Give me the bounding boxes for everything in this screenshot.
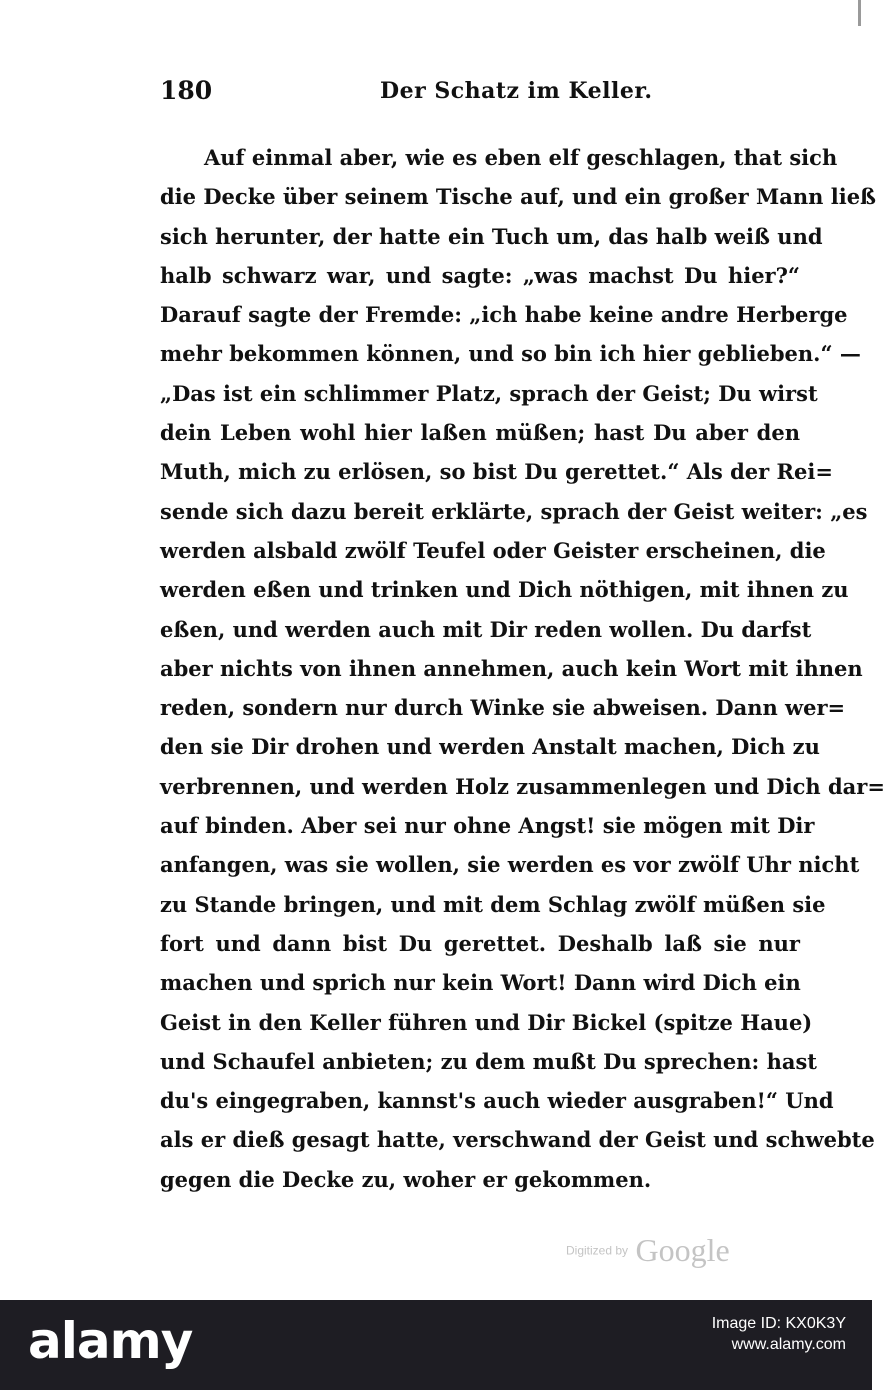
text-line: Muth, mich zu erlösen, so bist Du gerettet.“ Als der Rei=: [160, 459, 833, 485]
text-line: aber nichts von ihnen annehmen, auch kein Wort mit ihnen: [160, 655, 863, 681]
running-head: [160, 72, 800, 112]
text-line: reden, sondern nur durch Winke sie abweisen. Dann wer=: [160, 695, 846, 721]
stock-footer-bar: [0, 1300, 872, 1390]
watermark-prefix: Digitized by: [566, 1243, 629, 1258]
text-line: halb schwarz war, und sagte: „was machst Du hier?“: [160, 262, 800, 288]
text-line: als er dieß gesagt hatte, verschwand der Geist und schwebte: [160, 1127, 875, 1153]
text-line: und Schaufel anbieten; zu dem mußt Du sprechen: hast: [160, 1048, 817, 1074]
running-title: Der Schatz im Keller.: [380, 78, 653, 104]
watermark-brand: Google: [635, 1232, 730, 1268]
text-line: den sie Dir drohen und werden Anstalt machen, Dich zu: [160, 734, 820, 760]
text-line: sich herunter, der hatte ein Tuch um, das halb weiß und: [160, 223, 823, 249]
text-line: eßen, und werden auch mit Dir reden wollen. Du darfst: [160, 616, 812, 642]
text-line: Darauf sagte der Fremde: „ich habe keine andre Herberge: [160, 302, 848, 328]
body-text: [160, 138, 885, 1199]
image-id-text: Image ID: KX0K3Y: [711, 1315, 846, 1332]
text-line: dein Leben wohl hier laßen müßen; hast Du aber den: [160, 420, 800, 446]
text-line: die Decke über seinem Tische auf, und ein großer Mann ließ: [160, 184, 877, 210]
text-line: machen und sprich nur kein Wort! Dann wird Dich ein: [160, 970, 801, 996]
text-line: werden eßen und trinken und Dich nöthigen, mit ihnen zu: [160, 577, 849, 603]
text-line: verbrennen, und werden Holz zusammenlegen und Dich dar=: [160, 773, 885, 799]
page-number: 180: [160, 76, 213, 105]
text-line: du's eingegraben, kannst's auch wieder ausgraben!“ Und: [160, 1088, 834, 1114]
text-line: werden alsbald zwölf Teufel oder Geister erscheinen, die: [160, 537, 826, 563]
text-line: zu Stande bringen, und mit dem Schlag zwölf müßen sie: [160, 891, 826, 917]
digitized-by-google-watermark: [566, 1232, 730, 1272]
text-line: Geist in den Keller führen und Dir Bickel (spitze Haue): [160, 1009, 813, 1035]
text-line: Auf einmal aber, wie es eben elf geschlagen, that sich: [204, 145, 838, 170]
alamy-logo: alamy: [28, 1312, 193, 1370]
text-line: sende sich dazu bereit erklärte, sprach der Geist weiter: „es: [160, 498, 868, 524]
text-line: „Das ist ein schlimmer Platz, sprach der Geist; Du wirst: [160, 380, 818, 406]
text-line: anfangen, was sie wollen, sie werden es vor zwölf Uhr nicht: [160, 852, 860, 878]
site-url-text: www.alamy.com: [731, 1335, 846, 1353]
text-line: auf binden. Aber sei nur ohne Angst! sie mögen mit Dir: [160, 813, 815, 839]
text-line: mehr bekommen können, und so bin ich hier geblieben.“ —: [160, 341, 861, 367]
scan-edge-mark: [858, 0, 861, 26]
text-line: gegen die Decke zu, woher er gekommen.: [160, 1166, 652, 1192]
text-line: fort und dann bist Du gerettet. Deshalb laß sie nur: [160, 930, 800, 956]
image-id-block: [712, 1314, 846, 1356]
